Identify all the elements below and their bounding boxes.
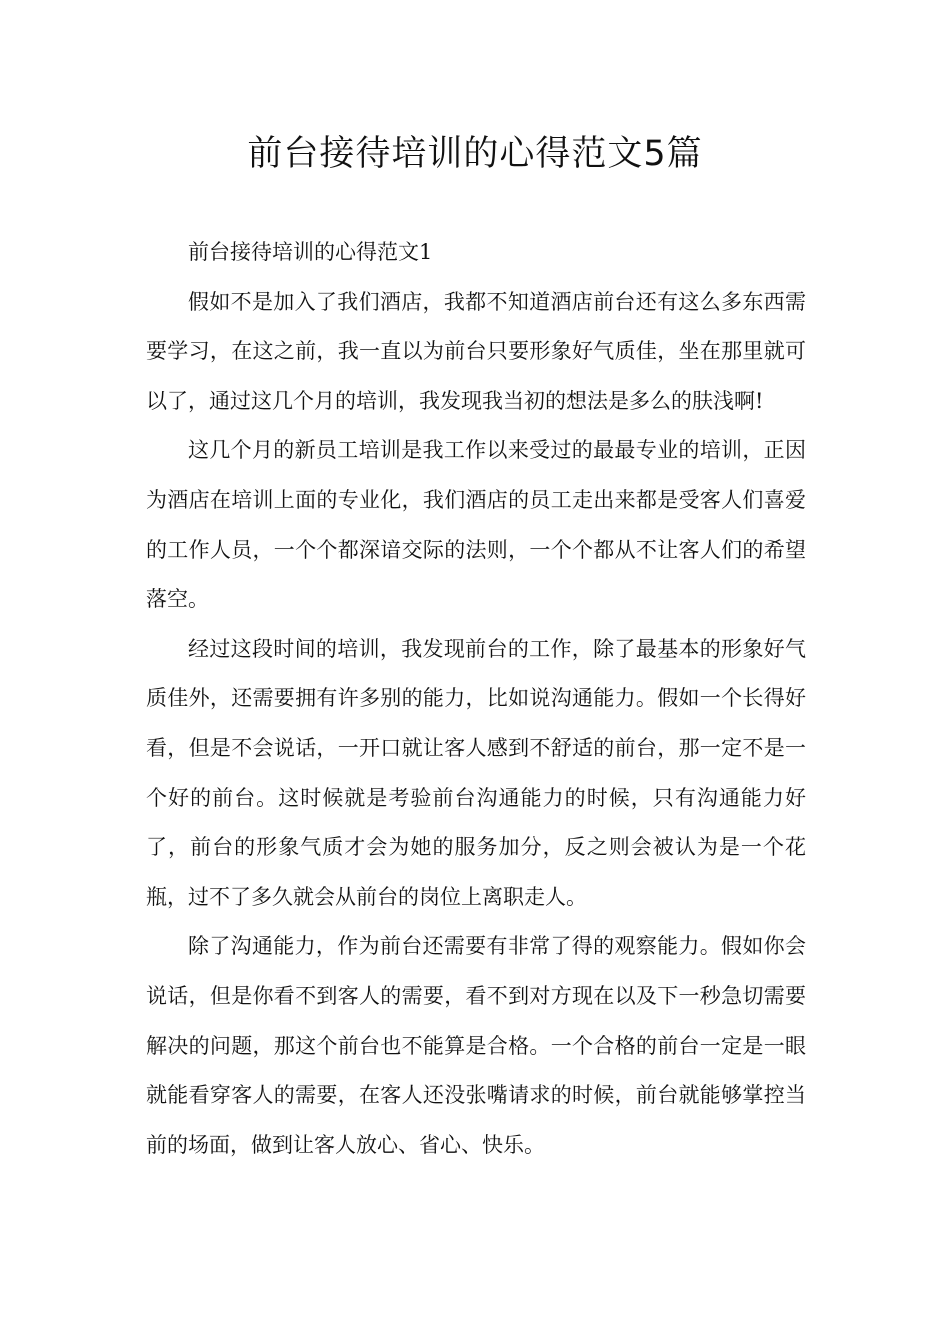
section-heading: 前台接待培训的心得范文1 <box>188 240 433 264</box>
document-title: 前台接待培训的心得范文5篇 <box>247 134 703 174</box>
paragraph-3: 经过这段时间的培训，我发现前台的工作，除了最基本的形象好气质佳外，还需要拥有许多别的能力，比如说沟通能力。假如一个长得好看，但是不会说话，一开口就让客人感到不舒适的前台，那一定不是一个好的前台。这时候就是考验前台沟通能力的时候，只有沟通能力好了，前台的形象气质才会为她的服务加分，反之则会被认为是一个花瓶，过不了多久就会从前台的岗位上离职走人。 <box>146 636 806 909</box>
paragraph-2: 这几个月的新员工培训是我工作以来受过的最最专业的培训，正因为酒店在培训上面的专业化，我们酒店的员工走出来都是受客人们喜爱的工作人员，一个个都深谙交际的法则，一个个都从不让客人们的希望落空。 <box>146 438 806 612</box>
document-body <box>146 228 806 1170</box>
paragraph-1: 假如不是加入了我们酒店，我都不知道酒店前台还有这么多东西需要学习，在这之前，我一直以为前台只要形象好气质佳，坐在那里就可以了，通过这几个月的培训，我发现我当初的想法是多么的肤浅啊! <box>146 289 806 413</box>
paragraph-4: 除了沟通能力，作为前台还需要有非常了得的观察能力。假如你会说话，但是你看不到客人的需要，看不到对方现在以及下一秒急切需要解决的问题，那这个前台也不能算是合格。一个合格的前台一定是一眼就能看穿客人的需要，在客人还没张嘴请求的时候，前台就能够掌控当前的场面，做到让客人放心、省心、快乐。 <box>146 934 806 1157</box>
